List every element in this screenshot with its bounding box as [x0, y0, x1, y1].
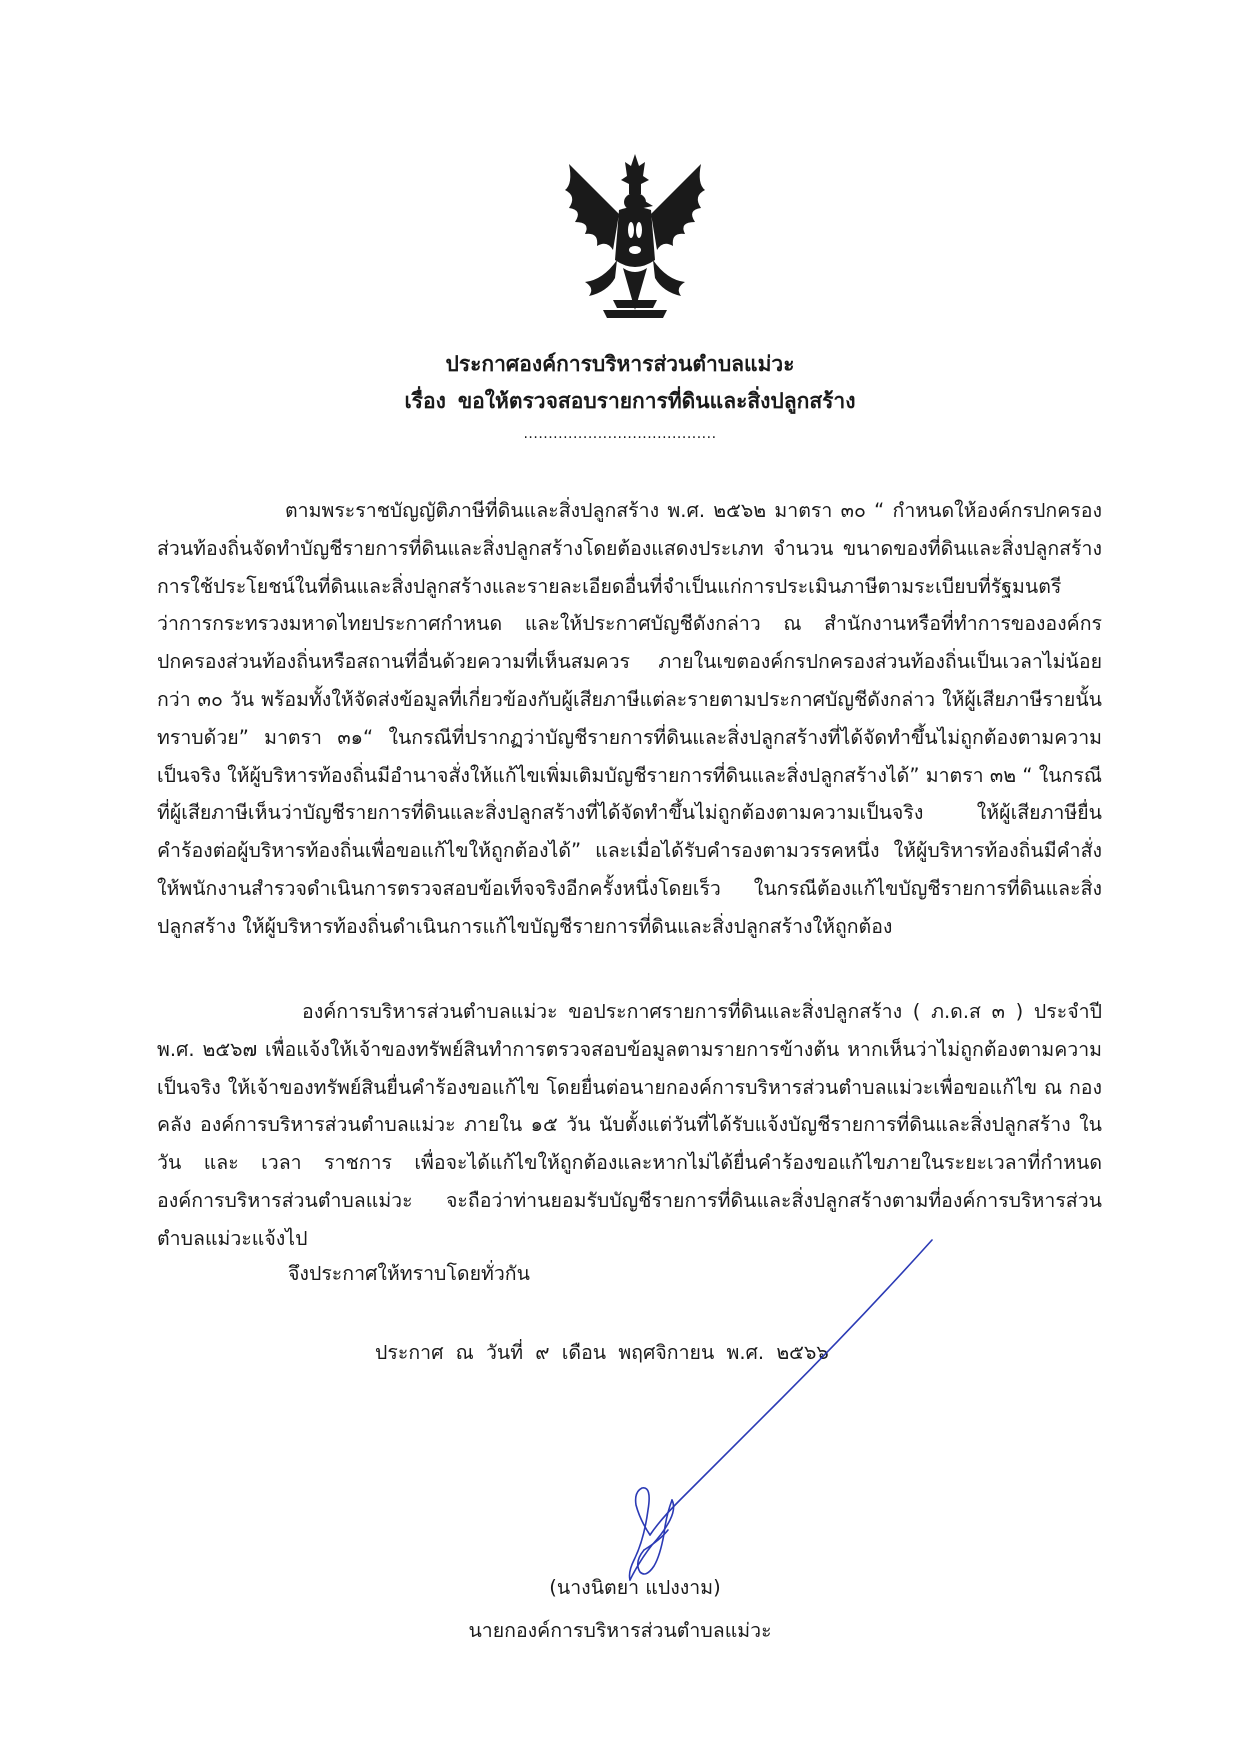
announcement-title: ประกาศองค์การบริหารส่วนตำบลแม่วะ — [445, 352, 795, 376]
subject-text: ขอให้ตรวจสอบรายการที่ดินและสิ่งปลูกสร้าง — [457, 389, 856, 413]
title-separator: ....................................... — [523, 426, 717, 442]
closing-statement: จึงประกาศให้ทราบโดยทั่วกัน — [288, 1262, 530, 1285]
announcement-subject — [10, 385, 1240, 418]
signer-name: (นางนิตยา แปงงาม) — [549, 1576, 721, 1599]
signer-position: นายกองค์การบริหารส่วนตำบลแม่วะ — [468, 1619, 772, 1642]
announcement-date: ประกาศ ณ วันที่ ๙ เดือน พฤศจิกายน พ.ศ. ๒๕๖๖ — [375, 1341, 829, 1364]
body-paragraph-2: องค์การบริหารส่วนตำบลแม่วะ ขอประกาศรายการที่ดินและสิ่งปลูกสร้าง ( ภ.ด.ส ๓ ) ประจำปี พ.ศ. ๒๕๖๗ เพื่อแจ้งให้เจ้าของทรัพย์สินทำการตรวจสอบข้อมูลตามรายการข้างต้น หากเห็นว่าไม่ถูกต้องตามความเป็นจริง ให้เจ้าของทรัพย์สินยื่นคำร้องขอแก้ไข โดยยื่นต่อนายกองค์การบริหารส่วนตำบลแม่วะเพื่อขอแก้ไข ณ กองคลัง องค์การบริหารส่วนตำบลแม่วะ ภายใน ๑๕ วัน นับตั้งแต่วันที่ได้รับแจ้งบัญชีรายการที่ดินและสิ่งปลูกสร้าง ในวัน และ เวลา ราชการ เพื่อจะได้แก้ไขให้ถูกต้องและหากไม่ได้ยื่นคำร้องขอแก้ไขภายในระยะเวลาที่กำหนด องค์การบริหารส่วนตำบลแม่วะ จะถือว่าท่านยอมรับบัญชีรายการที่ดินและสิ่งปลูกสร้างตามที่องค์การบริหารส่วนตำบลแม่วะแจ้งไป — [157, 1000, 1102, 1250]
subject-prefix: เรื่อง — [404, 389, 446, 413]
body-paragraph-1: ตามพระราชบัญญัติภาษีที่ดินและสิ่งปลูกสร้าง พ.ศ. ๒๕๖๒ มาตรา ๓๐ “ กำหนดให้องค์กรปกครองส่วนท้องถิ่นจัดทำบัญชีรายการที่ดินและสิ่งปลูกสร้างโดยต้องแสดงประเภท จำนวน ขนาดของที่ดินและสิ่งปลูกสร้าง การใช้ประโยชน์ในที่ดินและสิ่งปลูกสร้างและรายละเอียดอื่นที่จำเป็นแก่การประเมินภาษีตามระเบียบที่รัฐมนตรีว่าการกระทรวงมหาดไทยประกาศกำหนด และให้ประกาศบัญชีดังกล่าว ณ สำนักงานหรือที่ทำการขององค์กรปกครองส่วนท้องถิ่นหรือสถานที่อื่นด้วยความที่เห็นสมควร ภายในเขตองค์กรปกครองส่วนท้องถิ่นเป็นเวลาไม่น้อยกว่า ๓๐ วัน พร้อมทั้งให้จัดส่งข้อมูลที่เกี่ยวข้องกับผู้เสียภาษีแต่ละรายตามประกาศบัญชีดังกล่าว ให้ผู้เสียภาษีรายนั้นทราบด้วย” มาตรา ๓๑“ ในกรณีที่ปรากฏว่าบัญชีรายการที่ดินและสิ่งปลูกสร้างที่ได้จัดทำขึ้นไม่ถูกต้องตามความเป็นจริง ให้ผู้บริหารท้องถิ่นมีอำนาจสั่งให้แก้ไขเพิ่มเติมบัญชีรายการที่ดินและสิ่งปลูกสร้างได้” มาตรา ๓๒ “ ในกรณีที่ผู้เสียภาษีเห็นว่าบัญชีรายการที่ดินและสิ่งปลูกสร้างที่ได้จัดทำขึ้นไม่ถูกต้องตามความเป็นจริง ให้ผู้เสียภาษียื่นคำร้องต่อผู้บริหารท้องถิ่นเพื่อขอแก้ไขให้ถูกต้องได้” และเมื่อได้รับคำรองตามวรรคหนึ่ง ให้ผู้บริหารท้องถิ่นมีคำสั่งให้พนักงานสำรวจดำเนินการตรวจสอบข้อเท็จจริงอีกครั้งหนึ่งโดยเร็ว ในกรณีต้องแก้ไขบัญชีรายการที่ดินและสิ่งปลูกสร้าง ให้ผู้บริหารท้องถิ่นดำเนินการแก้ไขบัญชีรายการที่ดินและสิ่งปลูกสร้างให้ถูกต้อง — [157, 499, 1102, 938]
garuda-emblem-icon — [555, 150, 715, 325]
